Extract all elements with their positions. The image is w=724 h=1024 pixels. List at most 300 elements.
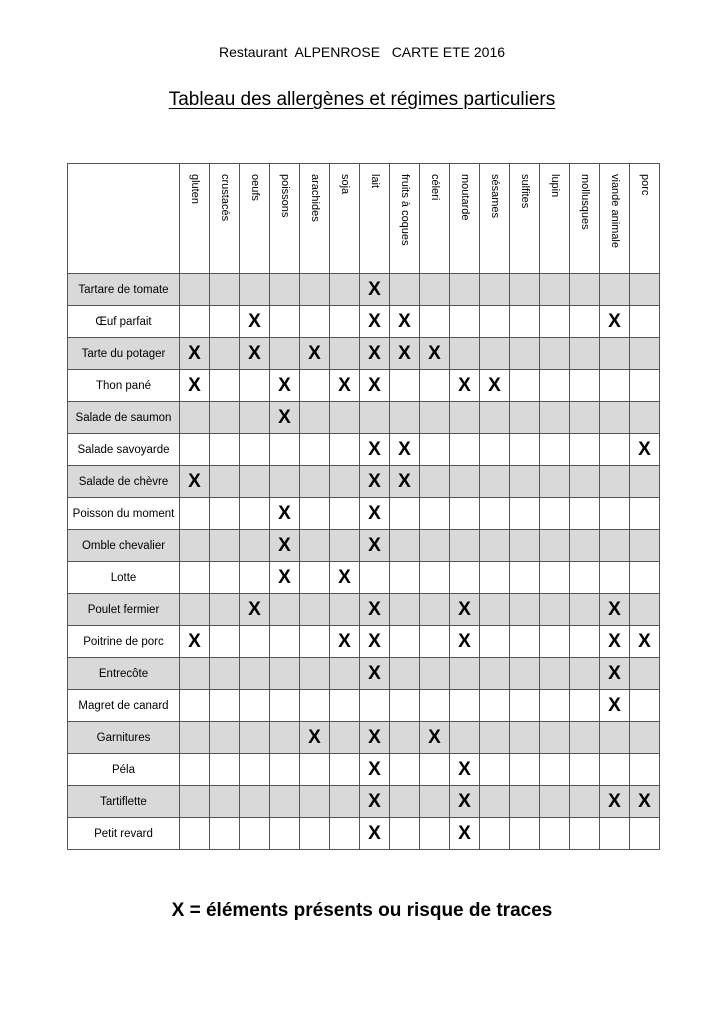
column-header [570,164,600,274]
allergen-cell [240,818,270,850]
allergen-cell [420,306,450,338]
allergen-cell [210,626,240,658]
allergen-cell [270,434,300,466]
allergen-cell [450,530,480,562]
legend: X = éléments présents ou risque de traces [171,900,553,921]
allergen-cell [480,306,510,338]
allergen-mark: X [630,434,660,466]
allergen-cell [210,370,240,402]
allergen-cell [630,562,660,594]
column-header-label: sulfites [519,174,531,209]
allergen-cell [210,274,240,306]
allergen-cell [210,530,240,562]
allergen-cell [540,274,570,306]
allergen-cell [270,466,300,498]
column-header [360,164,390,274]
allergen-cell [570,274,600,306]
allergen-cell [180,690,210,722]
allergen-cell [300,562,330,594]
table-row [68,594,660,626]
allergen-cell [390,274,420,306]
column-header-label: céleri [429,174,441,201]
allergen-mark: X [330,626,360,658]
allergen-cell [210,818,240,850]
table-row [68,402,660,434]
allergen-cell [210,306,240,338]
column-header-label: lait [369,174,381,189]
allergen-cell [240,690,270,722]
allergen-cell [240,466,270,498]
allergen-cell [270,690,300,722]
allergen-cell [480,754,510,786]
allergen-cell [510,274,540,306]
allergen-mark: X [390,338,420,370]
table-row [68,722,660,754]
allergen-cell [480,562,510,594]
allergen-cell [420,818,450,850]
allergen-mark: X [420,722,450,754]
allergen-cell [240,658,270,690]
table-row [68,562,660,594]
allergen-cell [480,626,510,658]
allergen-mark: X [360,754,390,786]
allergen-cell [510,434,540,466]
allergen-mark: X [360,722,390,754]
column-header [540,164,570,274]
allergen-cell [270,818,300,850]
allergen-cell [420,562,450,594]
allergen-cell [300,786,330,818]
allergen-cell [330,338,360,370]
allergen-cell [450,402,480,434]
column-header [270,164,300,274]
column-header [180,164,210,274]
allergen-mark: X [180,466,210,498]
allergen-mark: X [600,658,630,690]
allergen-cell [600,434,630,466]
allergen-cell [180,402,210,434]
allergen-cell [330,498,360,530]
allergen-cell [330,434,360,466]
allergen-cell [570,306,600,338]
allergen-cell [600,370,630,402]
allergen-cell [450,274,480,306]
allergen-cell [450,498,480,530]
allergen-cell [390,498,420,530]
allergen-mark: X [600,626,630,658]
dish-name: Lotte [68,562,180,594]
allergen-mark: X [270,530,300,562]
allergen-cell [540,690,570,722]
allergen-cell [600,402,630,434]
table-row [68,466,660,498]
allergen-cell [180,274,210,306]
allergen-cell [570,498,600,530]
allergen-cell [180,530,210,562]
allergen-cell [540,786,570,818]
column-header-label: soja [339,174,351,195]
allergen-cell [240,498,270,530]
allergen-mark: X [360,466,390,498]
allergen-cell [300,626,330,658]
allergen-mark: X [630,786,660,818]
allergen-mark: X [360,818,390,850]
allergen-cell [600,562,630,594]
restaurant-header: Restaurant ALPENROSE CARTE ETE 2016 [218,44,506,60]
allergen-mark: X [600,786,630,818]
table-row [68,338,660,370]
table-row [68,754,660,786]
table-row [68,498,660,530]
column-header [510,164,540,274]
dish-name: Thon pané [68,370,180,402]
allergen-cell [480,818,510,850]
allergen-cell [450,562,480,594]
allergen-cell [300,466,330,498]
allergen-cell [240,530,270,562]
allergen-cell [180,594,210,626]
allergen-mark: X [390,466,420,498]
allergen-cell [480,338,510,370]
allergen-cell [180,658,210,690]
allergen-cell [390,530,420,562]
column-header [300,164,330,274]
allergen-cell [540,434,570,466]
dish-name: Poitrine de porc [68,626,180,658]
allergen-cell [570,562,600,594]
allergen-cell [390,626,420,658]
allergen-mark: X [360,498,390,530]
allergen-cell [300,402,330,434]
allergen-cell [330,594,360,626]
allergen-cell [600,818,630,850]
allergen-cell [540,530,570,562]
column-header [210,164,240,274]
allergen-cell [630,338,660,370]
allergen-mark: X [360,434,390,466]
table-body [68,274,660,850]
allergen-mark: X [300,338,330,370]
allergen-cell [600,338,630,370]
allergen-cell [240,786,270,818]
allergen-cell [570,690,600,722]
allergen-mark: X [450,786,480,818]
allergen-cell [630,370,660,402]
allergen-mark: X [360,274,390,306]
allergen-cell [390,594,420,626]
allergen-cell [300,306,330,338]
allergen-mark: X [360,626,390,658]
allergen-mark: X [330,562,360,594]
allergen-cell [240,562,270,594]
allergen-cell [540,338,570,370]
allergen-cell [210,338,240,370]
allergen-cell [270,594,300,626]
dish-name: Tartiflette [68,786,180,818]
allergen-mark: X [270,370,300,402]
column-header-label: sésames [489,174,501,219]
corner-cell [68,164,180,274]
allergen-cell [420,498,450,530]
allergen-cell [510,338,540,370]
column-header-label: lupin [549,174,561,198]
allergen-cell [630,466,660,498]
allergen-cell [510,690,540,722]
allergen-cell [210,786,240,818]
allergen-cell [240,722,270,754]
allergen-cell [510,402,540,434]
dish-name: Tartare de tomate [68,274,180,306]
column-header [240,164,270,274]
column-header [600,164,630,274]
allergen-cell [270,658,300,690]
dish-name: Salade de chèvre [68,466,180,498]
column-header [480,164,510,274]
allergen-mark: X [450,594,480,626]
allergen-cell [510,818,540,850]
allergen-cell [540,498,570,530]
dish-name: Petit revard [68,818,180,850]
allergen-cell [480,466,510,498]
allergen-table [67,163,660,850]
allergen-cell [570,594,600,626]
allergen-cell [240,274,270,306]
allergen-cell [510,594,540,626]
allergen-cell [210,466,240,498]
allergen-cell [420,274,450,306]
allergen-cell [630,690,660,722]
allergen-cell [570,338,600,370]
allergen-cell [570,370,600,402]
allergen-cell [600,466,630,498]
allergen-cell [330,722,360,754]
allergen-cell [180,306,210,338]
allergen-cell [390,722,420,754]
allergen-cell [540,722,570,754]
allergen-cell [330,274,360,306]
allergen-cell [420,466,450,498]
column-header [630,164,660,274]
allergen-cell [600,530,630,562]
allergen-cell [270,338,300,370]
allergen-cell [600,722,630,754]
allergen-cell [540,594,570,626]
allergen-cell [240,626,270,658]
allergen-cell [270,754,300,786]
allergen-cell [210,594,240,626]
allergen-cell [420,530,450,562]
allergen-cell [300,434,330,466]
allergen-cell [300,274,330,306]
allergen-cell [330,402,360,434]
allergen-cell [540,306,570,338]
allergen-cell [300,818,330,850]
allergen-mark: X [360,658,390,690]
allergen-mark: X [630,626,660,658]
dish-name: Poisson du moment [68,498,180,530]
allergen-cell [510,786,540,818]
column-header-label: gluten [189,174,201,204]
allergen-cell [480,786,510,818]
column-header-label: poissons [279,174,291,218]
allergen-cell [330,818,360,850]
allergen-cell [420,690,450,722]
allergen-mark: X [270,562,300,594]
allergen-cell [360,562,390,594]
allergen-cell [270,722,300,754]
allergen-mark: X [180,370,210,402]
allergen-mark: X [450,626,480,658]
allergen-cell [210,690,240,722]
allergen-mark: X [360,306,390,338]
page-title [0,89,724,111]
allergen-mark: X [600,690,630,722]
allergen-cell [480,530,510,562]
table-row [68,786,660,818]
allergen-cell [390,786,420,818]
dish-name: Garnitures [68,722,180,754]
allergen-cell [330,754,360,786]
allergen-cell [210,658,240,690]
allergen-cell [420,402,450,434]
allergen-cell [270,274,300,306]
allergen-cell [450,722,480,754]
allergen-cell [630,306,660,338]
column-header-label: arachides [309,174,321,222]
allergen-cell [510,498,540,530]
allergen-cell [330,786,360,818]
allergen-cell [510,754,540,786]
allergen-cell [180,818,210,850]
allergen-cell [630,402,660,434]
allergen-cell [450,466,480,498]
dish-name: Magret de canard [68,690,180,722]
allergen-cell [180,562,210,594]
column-header-label: viande animale [609,174,621,248]
allergen-cell [210,722,240,754]
allergen-cell [330,530,360,562]
allergen-cell [630,754,660,786]
allergen-cell [480,690,510,722]
allergen-cell [480,722,510,754]
allergen-cell [630,722,660,754]
column-header [420,164,450,274]
allergen-cell [570,466,600,498]
allergen-mark: X [360,530,390,562]
allergen-mark: X [240,306,270,338]
allergen-cell [570,530,600,562]
allergen-cell [450,434,480,466]
allergen-cell [570,402,600,434]
allergen-cell [630,658,660,690]
allergen-cell [180,434,210,466]
allergen-cell [270,306,300,338]
allergen-cell [600,274,630,306]
allergen-cell [210,434,240,466]
allergen-cell [630,274,660,306]
allergen-mark: X [450,370,480,402]
column-header-label: crustacés [219,174,231,222]
table-row [68,274,660,306]
allergen-cell [390,402,420,434]
allergen-mark: X [360,338,390,370]
allergen-mark: X [270,498,300,530]
allergen-mark: X [600,594,630,626]
allergen-cell [510,562,540,594]
allergen-cell [510,722,540,754]
allergen-cell [540,562,570,594]
column-header-row [68,164,660,274]
allergen-cell [390,754,420,786]
allergen-cell [270,626,300,658]
allergen-cell [630,818,660,850]
allergen-cell [450,690,480,722]
table-row [68,530,660,562]
allergen-cell [390,658,420,690]
column-header [330,164,360,274]
allergen-cell [510,658,540,690]
allergen-cell [360,402,390,434]
allergen-cell [510,370,540,402]
allergen-cell [510,626,540,658]
allergen-cell [240,434,270,466]
allergen-cell [210,562,240,594]
allergen-cell [540,370,570,402]
column-header-label: moutarde [459,174,471,221]
allergen-cell [300,530,330,562]
allergen-cell [330,690,360,722]
allergen-cell [450,658,480,690]
allergen-cell [480,658,510,690]
dish-name: Entrecôte [68,658,180,690]
allergen-mark: X [270,402,300,434]
allergen-cell [540,818,570,850]
allergen-cell [420,626,450,658]
allergen-cell [570,658,600,690]
allergen-cell [300,498,330,530]
allergen-mark: X [360,786,390,818]
allergen-cell [570,722,600,754]
table-row [68,306,660,338]
allergen-cell [390,690,420,722]
allergen-cell [240,370,270,402]
allergen-cell [570,626,600,658]
allergen-cell [450,306,480,338]
column-header-label: mollusques [579,174,591,230]
allergen-cell [480,402,510,434]
allergen-mark: X [390,434,420,466]
allergen-cell [540,658,570,690]
column-header-label: oeufs [249,174,261,201]
allergen-mark: X [480,370,510,402]
allergen-cell [240,754,270,786]
allergen-cell [180,754,210,786]
allergen-mark: X [390,306,420,338]
allergen-cell [360,690,390,722]
title-text: Tableau des allergènes et régimes particuliers [168,89,556,110]
allergen-cell [510,530,540,562]
table-row [68,434,660,466]
allergen-cell [390,562,420,594]
allergen-cell [510,306,540,338]
allergen-mark: X [360,594,390,626]
allergen-cell [210,498,240,530]
allergen-cell [300,370,330,402]
allergen-cell [480,434,510,466]
allergen-cell [570,434,600,466]
allergen-cell [540,402,570,434]
allergen-cell [480,498,510,530]
